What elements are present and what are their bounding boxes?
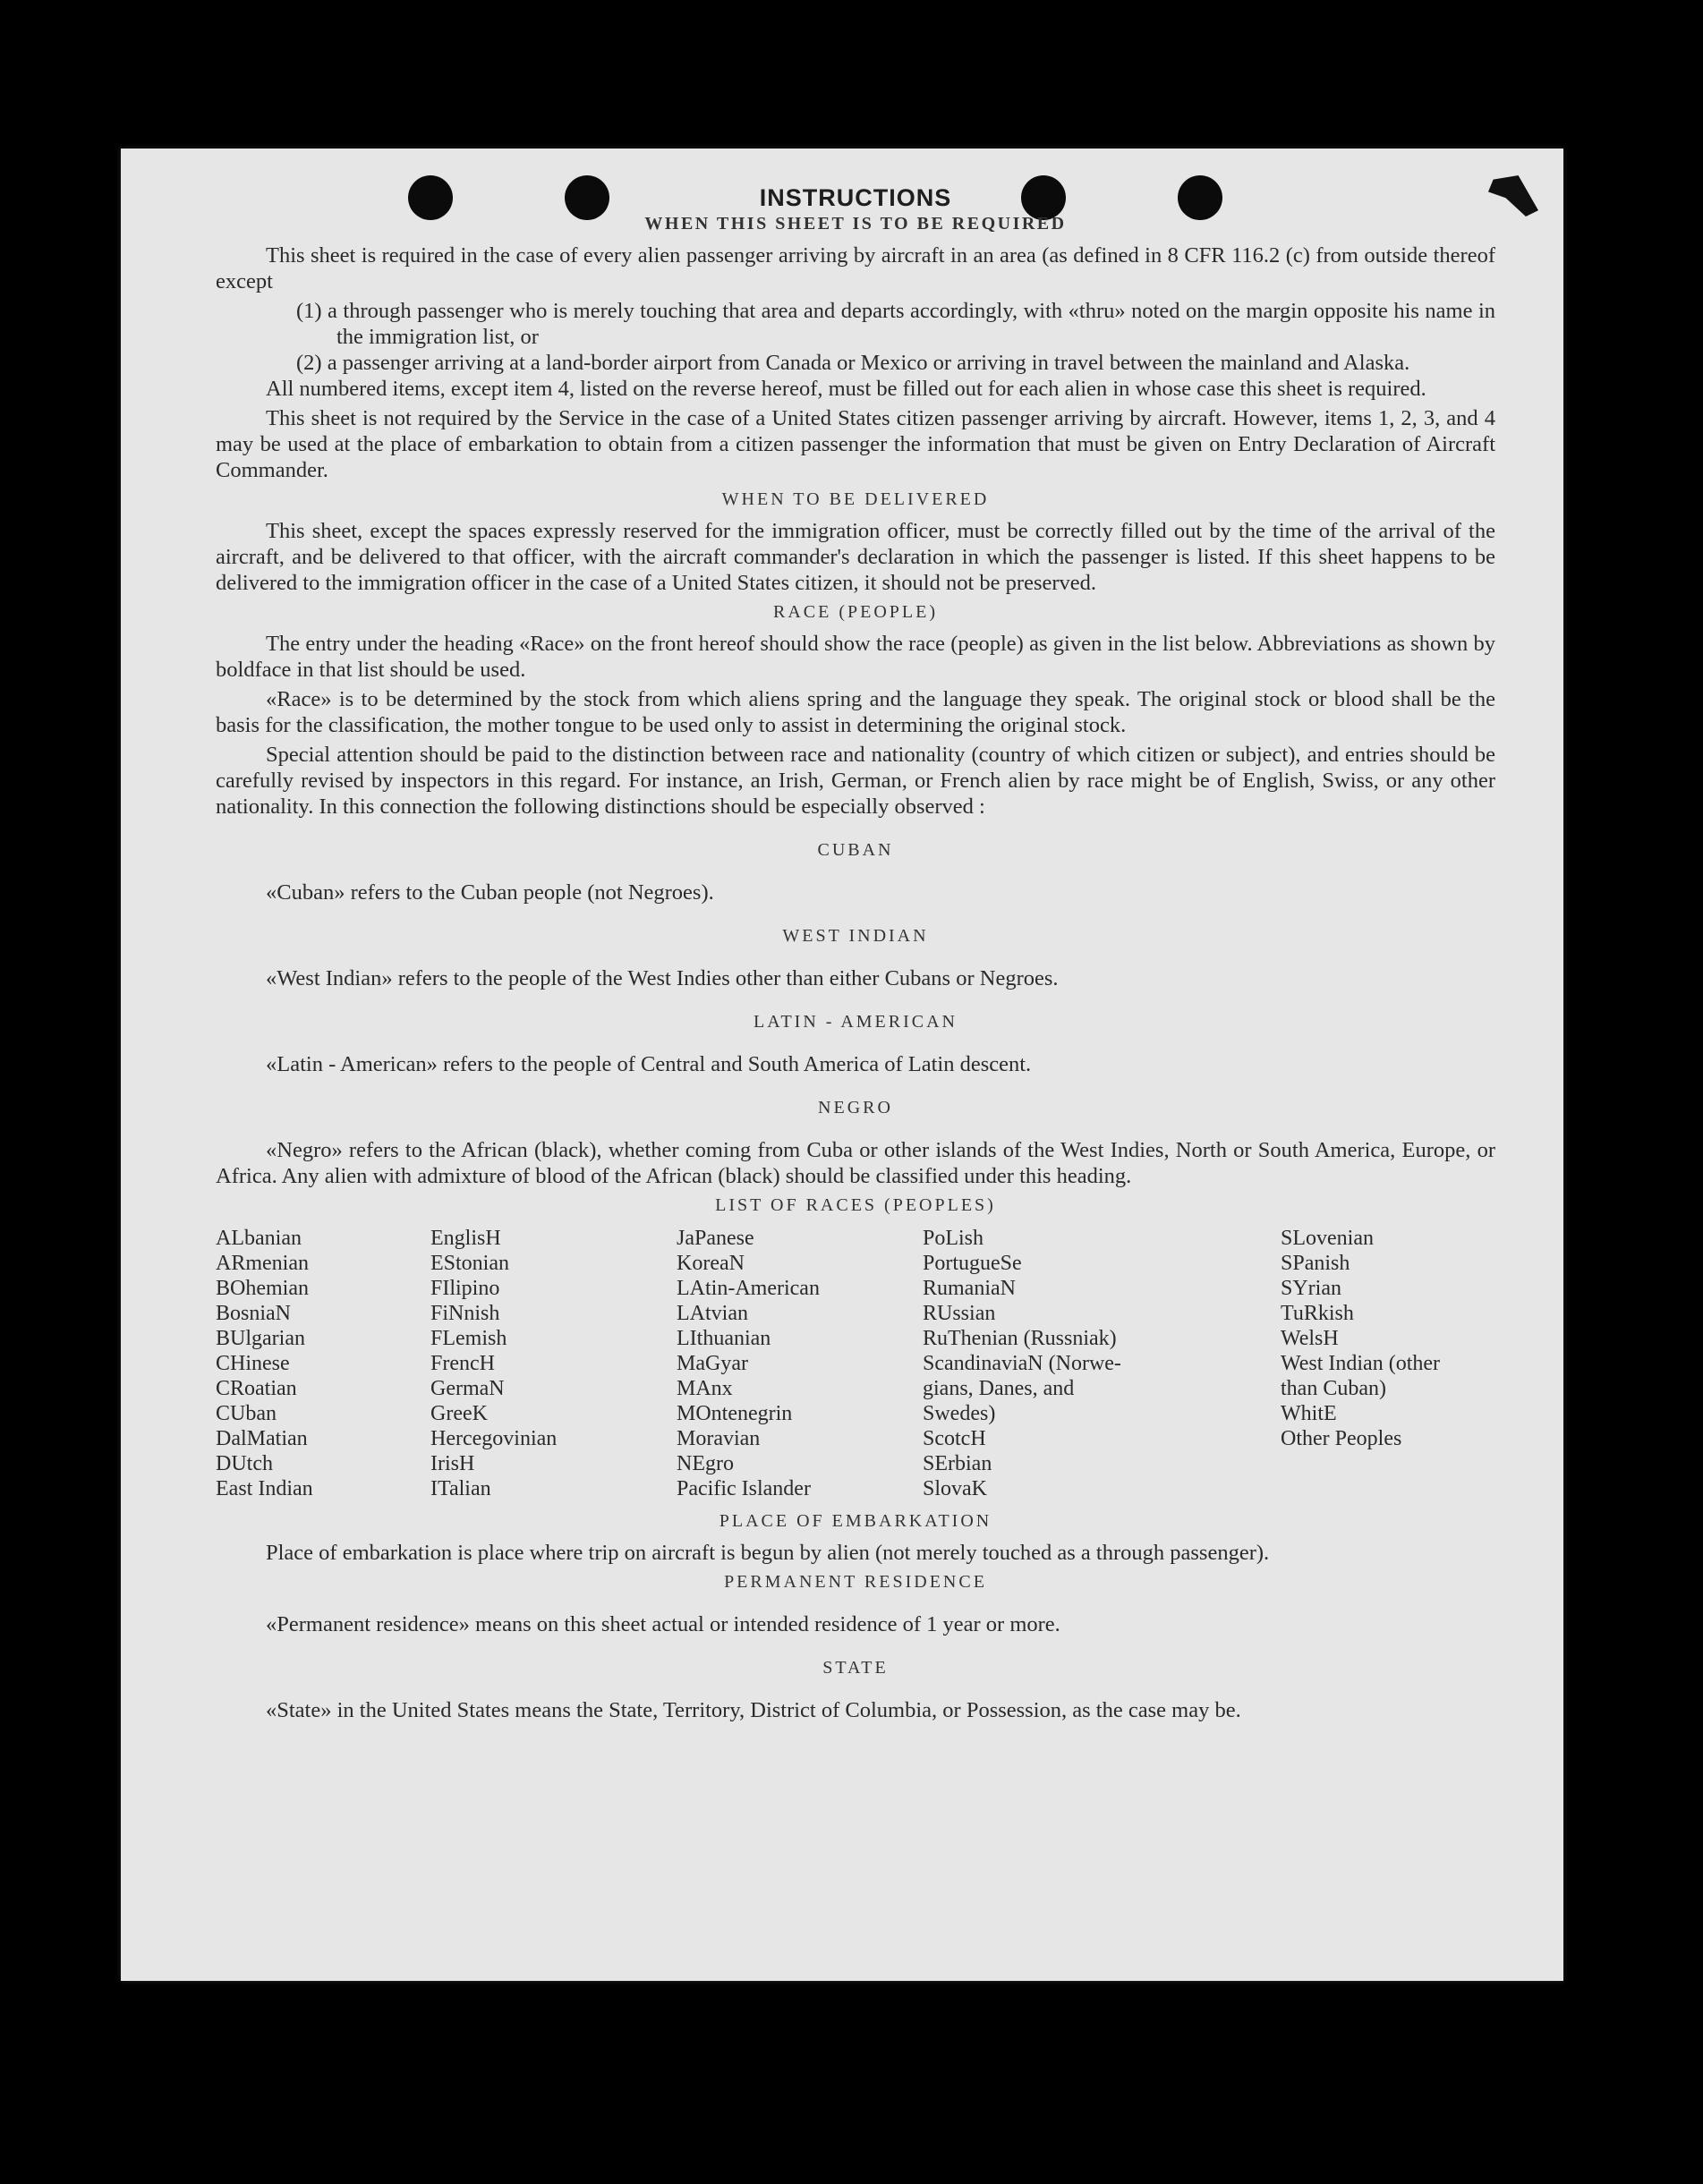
paragraph: «State» in the United States means the State, Territory, District of Columbia, or Possession, as the case may be. [266,1698,1241,1722]
paragraph: The entry under the heading «Race» on the front hereof should show the race (people) as given in the list below. Abbreviations as shown by boldface in that list should be used. [216,632,1495,682]
paragraph: Special attention should be paid to the distinction between race and nationality (country of which citizen or subject), and entries should be carefully revised by inspectors in this regard. For instance, an Irish, German, or French alien by race might be of English, Swiss, or any other nationality. In this connection the following distinctions should be especially observed : [216,743,1495,819]
heading-cuban: CUBAN [817,840,894,860]
paragraph: «Negro» refers to the African (black), whether coming from Cuba or other islands of the West Indies, North or South America, Europe, or Africa. Any alien with admixture of blood of the African (black) should be classified under this heading. [216,1138,1495,1188]
race-column: JaPanese KoreaN LAtin-American LAtvian LIthuanian MaGyar MAnx MOntenegrin Moravian NEgro Pacific Islander [677,1227,820,1500]
heading-west-indian: WEST INDIAN [782,926,929,946]
paragraph: This sheet is required in the case of every alien passenger arriving by aircraft in an area (as defined in 8 CFR 116.2 (c) from outside thereof except [216,243,1495,293]
corner-tear-mark [1488,175,1538,217]
paragraph: All numbered items, except item 4, listed on the reverse hereof, must be filled out for each alien in whose case this sheet is required. [266,377,1426,401]
document-body [216,184,1495,1727]
paragraph: Place of embarkation is place where trip on aircraft is begun by alien (not merely touched as a through passenger). [266,1541,1270,1565]
paragraph: «Latin - American» refers to the people of Central and South America of Latin descent. [266,1052,1032,1076]
paragraph: This sheet, except the spaces expressly reserved for the immigration officer, must be correctly filled out by the time of the arrival of the aircraft, and be delivered to that officer, with the aircraft commander's declaration in which the passenger is listed. If this sheet happens to be delivered to the immigration officer in the case of a United States citizen, it should not be preserved. [216,519,1495,595]
heading-state: STATE [822,1658,889,1678]
heading-latin-american: LATIN - AMERICAN [754,1012,958,1032]
paragraph: «Permanent residence» means on this sheet actual or intended residence of 1 year or more. [266,1612,1060,1636]
list-item: (2) a passenger arriving at a land-border airport from Canada or Mexico or arriving in travel between the mainland and Alaska. [296,351,1410,375]
race-column: EnglisH EStonian FIlipino FiNnish FLemish FrencH GermaN GreeK Hercegovinian IrisH ITalian [430,1227,558,1500]
race-column: ALbanian ARmenian BOhemian BosniaN BUlgarian CHinese CRoatian CUban DalMatian DUtch East Indian [216,1227,313,1500]
page-title: INSTRUCTIONS [759,184,952,211]
paragraph: This sheet is not required by the Service in the case of a United States citizen passenger arriving by aircraft. However, items 1, 2, 3, and 4 may be used at the place of embarkation to obtain from a citizen passenger the information that must be given on Entry Declaration of Aircraft Commander. [216,406,1495,482]
heading-residence: PERMANENT RESIDENCE [724,1572,987,1592]
race-column: PoLish PortugueSe RumaniaN RUssian RuThenian (Russniak) ScandinaviaN (Norwe- gians, Danes, and Swedes) ScotcH SErbian SlovaK [923,1227,1121,1500]
list-item: (1) a through passenger who is merely touching that area and departs accordingly, with «thru» noted on the margin opposite his name in the immigration list, or [296,299,1495,349]
heading-negro: NEGRO [818,1098,893,1117]
heading-embarkation: PLACE OF EMBARKATION [719,1511,992,1531]
instruction-sheet [121,149,1563,1981]
heading-list-of-races: LIST OF RACES (PEOPLES) [715,1195,996,1215]
race-list [216,1226,1495,1501]
paragraph: «West Indian» refers to the people of the West Indies other than either Cubans or Negroes. [266,966,1059,990]
heading-when-required: WHEN THIS SHEET IS TO BE REQUIRED [644,214,1067,234]
paragraph: «Cuban» refers to the Cuban people (not Negroes). [266,880,714,905]
heading-race: RACE (PEOPLE) [773,602,938,622]
heading-when-delivered: WHEN TO BE DELIVERED [721,489,990,509]
paragraph: «Race» is to be determined by the stock from which aliens spring and the language they speak. The original stock or blood shall be the basis for the classification, the mother tongue to be used only to assist in determining the original stock. [216,687,1495,737]
race-column: SLovenian SPanish SYrian TuRkish WelsH West Indian (other than Cuban) WhitE Other Peoples [1281,1227,1441,1450]
